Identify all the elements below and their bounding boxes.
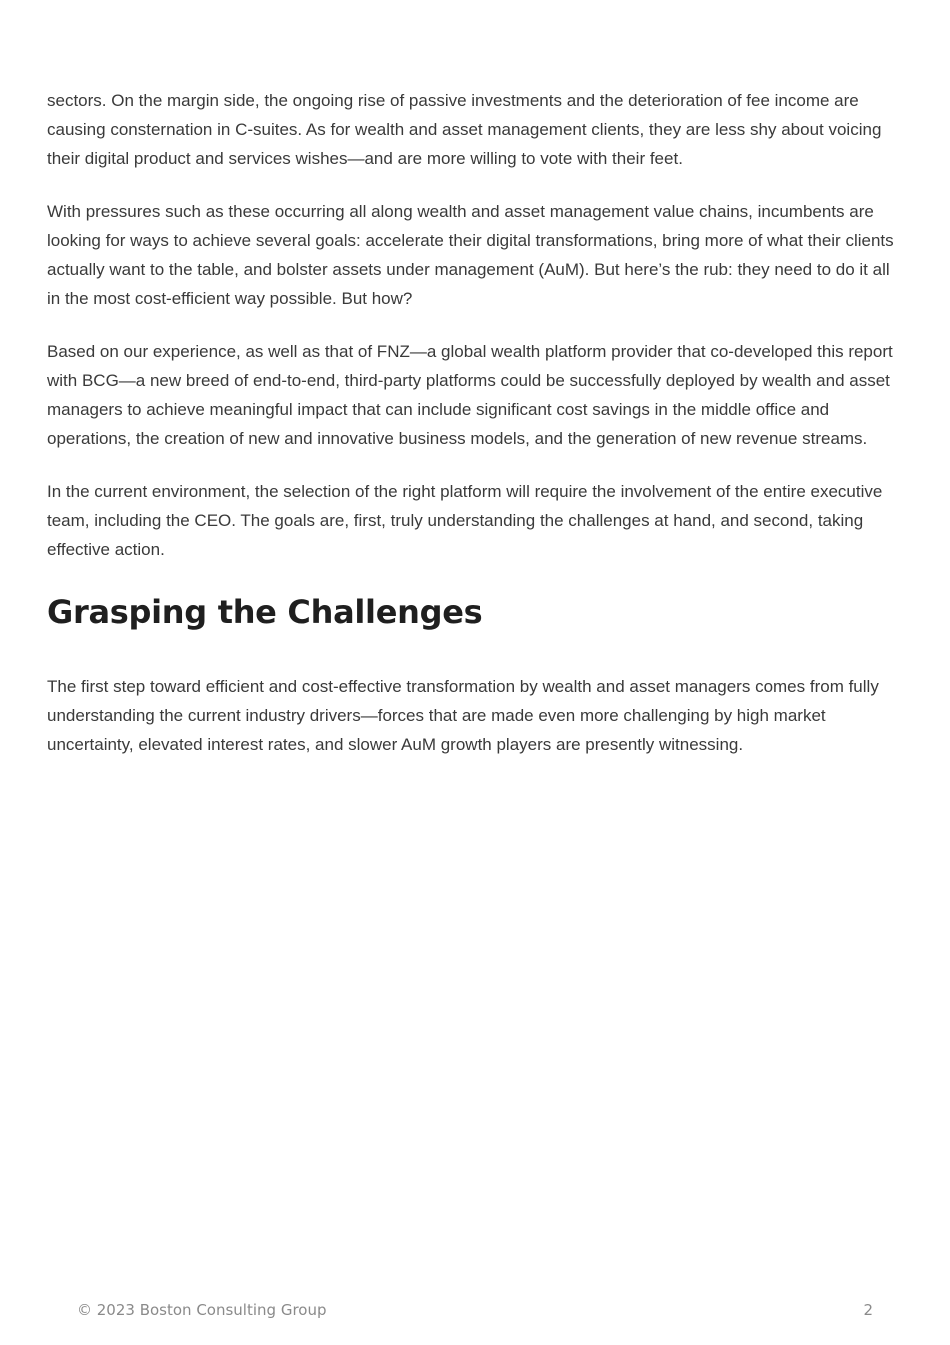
body-paragraph: sectors. On the margin side, the ongoing rise of passive investments and the deterioration of fee income are causing consternation in C-suites. As for wealth and asset management clients, they are less shy about voicing their digital product and services wishes—and are more willing to vote with their feet. — [47, 91, 882, 168]
body-paragraph: Based on our experience, as well as that of FNZ—a global wealth platform provider that co-developed this report with BCG—a new breed of end-to-end, third-party platforms could be successfully deployed by wealth and asset managers to achieve meaningful impact that can include significant cost savings in the middle office and operations, the creation of new and innovative business models, and the generation of new revenue streams. — [47, 342, 893, 448]
section-heading: Grasping the Challenges — [47, 593, 483, 631]
body-paragraph: In the current environment, the selection of the right platform will require the involvement of the entire executive team, including the CEO. The goals are, first, truly understanding the challenges at hand, and second, taking effective action. — [47, 482, 883, 559]
body-paragraph: The first step toward efficient and cost-effective transformation by wealth and asset managers comes from fully understanding the current industry drivers—forces that are made even more challenging by high market uncertainty, elevated interest rates, and slower AuM growth players are presently witnessing. — [47, 677, 879, 754]
page-footer — [77, 1299, 873, 1321]
copyright-text: © 2023 Boston Consulting Group — [77, 1301, 327, 1319]
document-body — [47, 86, 907, 783]
page-number: 2 — [863, 1301, 873, 1319]
body-paragraph: With pressures such as these occurring all along wealth and asset management value chains, incumbents are looking for ways to achieve several goals: accelerate their digital transformations, bring more of what their clients actually want to the table, and bolster assets under management (AuM). But here’s the rub: they need to do it all in the most cost-efficient way possible. But how? — [47, 202, 894, 308]
